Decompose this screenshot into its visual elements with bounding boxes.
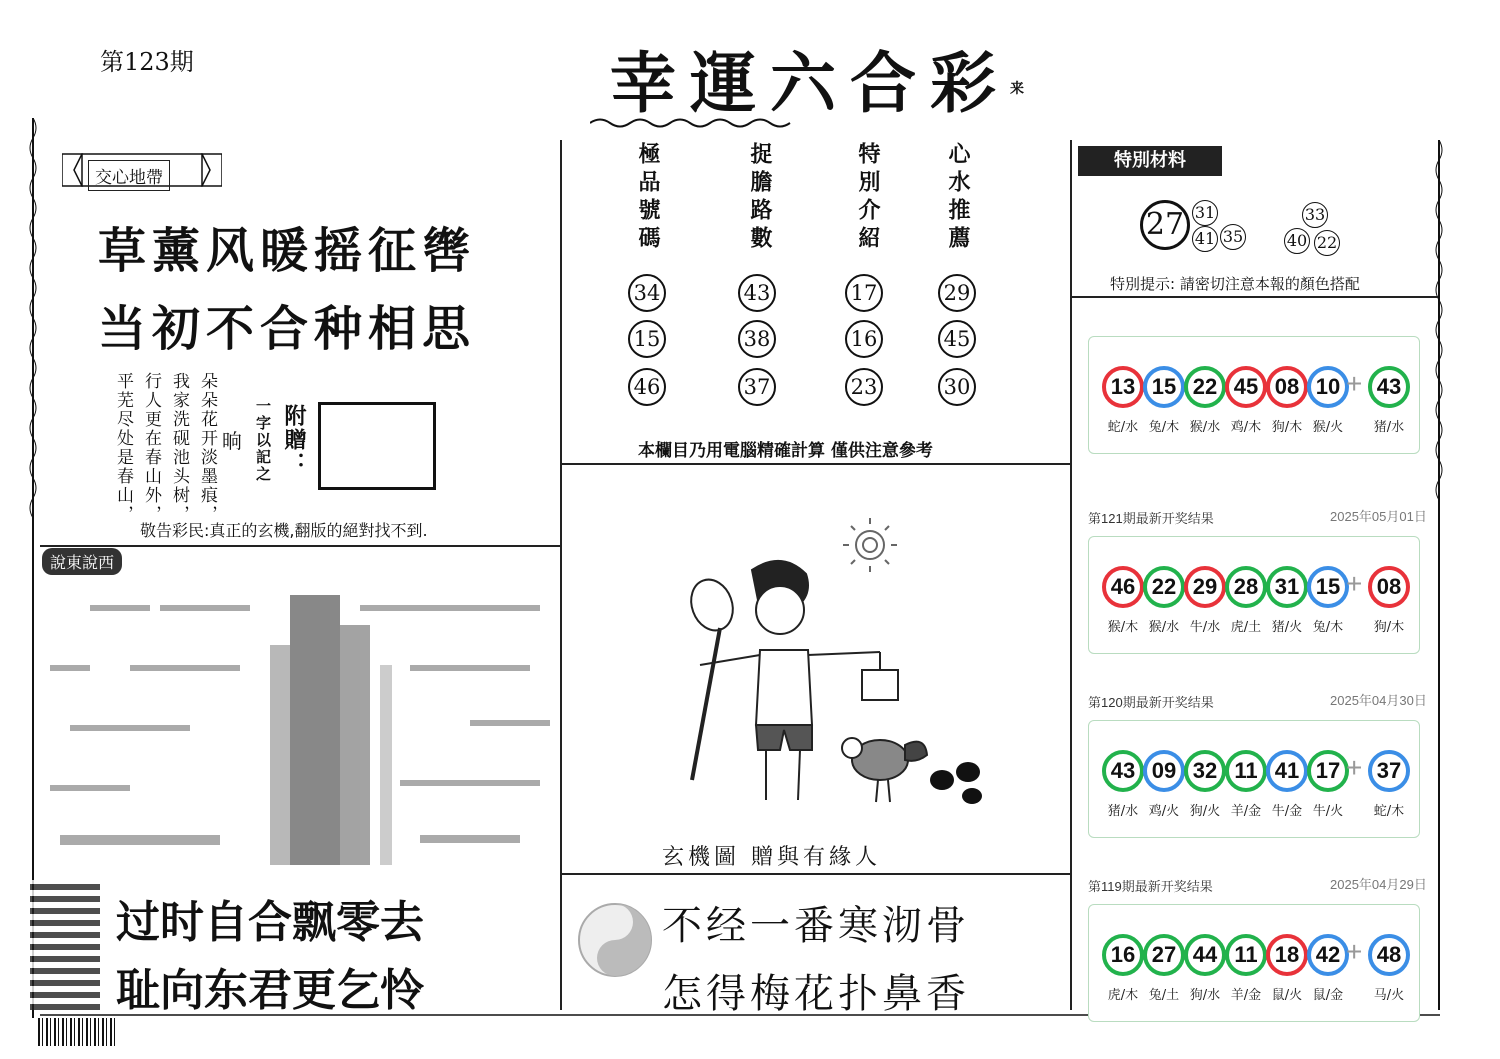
result-ball: 41: [1266, 750, 1308, 792]
result-ball: 31: [1266, 566, 1308, 608]
result-ball: 32: [1184, 750, 1226, 792]
number-circle: 43: [738, 274, 776, 312]
result-ball: 43: [1102, 750, 1144, 792]
result-title: 第120期最新开奖结果: [1088, 695, 1214, 710]
yin-yang-icon: [575, 900, 655, 980]
result-title: 第121期最新开奖结果: [1088, 511, 1214, 526]
divider-mid-h1: [562, 463, 1070, 465]
special-material-badge: 特別材料: [1078, 146, 1222, 176]
number-circle: 17: [845, 274, 883, 312]
small-number-circle: 35: [1220, 224, 1246, 250]
notice-text: 敬告彩民:真正的玄機,翻版的絕對找不到.: [140, 521, 428, 540]
zodiac-label: 猪/火: [1271, 620, 1303, 635]
small-poem-col3: 行人更在春山外，: [141, 372, 161, 524]
result-ball: 18: [1266, 934, 1308, 976]
small-poem-col1: 朵朵花开淡墨痕，: [197, 372, 217, 524]
zodiac-label: 蛇/木: [1373, 804, 1405, 819]
special-ball: 37: [1368, 750, 1410, 792]
zodiac-label: 羊/金: [1230, 988, 1262, 1003]
divider-mid-left: [560, 140, 562, 1010]
zodiac-label: 牛/金: [1271, 804, 1303, 819]
result-ball: 09: [1143, 750, 1185, 792]
results-list: [1080, 300, 1430, 1015]
plus-sign: +: [1346, 568, 1363, 599]
small-poem-col4: 平芜尽处是春山，: [113, 372, 133, 524]
calculation-note: 本欄目乃用電腦精確計算 僅供注意參考: [638, 441, 933, 461]
number-circle: 15: [628, 320, 666, 358]
zodiac-label: 狗/木: [1271, 420, 1303, 435]
divider-left-h: [40, 545, 560, 547]
number-circle: 37: [738, 368, 776, 406]
zodiac-label: 狗/火: [1189, 804, 1221, 819]
result-ball: 22: [1184, 366, 1226, 408]
result-ball: 44: [1184, 934, 1226, 976]
sun-icon: [843, 518, 897, 572]
zodiac-label: 牛/火: [1312, 804, 1344, 819]
zodiac-label: 牛/水: [1189, 620, 1221, 635]
header-col1: 極品號碼: [635, 142, 660, 254]
zodiac-label: 猴/木: [1107, 620, 1139, 635]
zodiac-label: 猴/水: [1148, 620, 1180, 635]
boy-with-net-illustration: [680, 510, 1020, 830]
left-badge-label: 交心地帶: [88, 160, 170, 191]
result-date: 2025年04月30日: [1330, 693, 1427, 708]
small-number-circle: 41: [1192, 226, 1218, 252]
result-date: 2025年04月29日: [1330, 877, 1427, 892]
color-hint: 特別提示: 請密切注意本報的顏色搭配: [1110, 275, 1360, 293]
zodiac-label: 猴/水: [1189, 420, 1221, 435]
barcode: [38, 1018, 118, 1046]
zodiac-label: 狗/木: [1373, 620, 1405, 635]
result-ball: 16: [1102, 934, 1144, 976]
scanned-text-block: [40, 585, 555, 875]
zodiac-label: 猪/水: [1373, 420, 1405, 435]
left-poem-line2: 当初不合种相思: [98, 301, 477, 357]
small-poem-col2: 我家洗砚池头树，: [169, 372, 189, 524]
result-date: 2025年05月01日: [1330, 509, 1427, 524]
plus-sign: +: [1346, 936, 1363, 967]
number-circle: 46: [628, 368, 666, 406]
result-ball: 29: [1184, 566, 1226, 608]
gift-label: 附贈：: [281, 404, 306, 476]
zodiac-label: 兔/木: [1312, 620, 1344, 635]
plus-sign: +: [1346, 368, 1363, 399]
title-vine-ornament: [590, 116, 800, 130]
figure-caption: 玄機圖 贈與有緣人: [662, 845, 881, 870]
special-ball: 48: [1368, 934, 1410, 976]
number-circle: 34: [628, 274, 666, 312]
small-number-circle: 31: [1192, 200, 1218, 226]
result-ball: 11: [1225, 750, 1267, 792]
special-ball: 43: [1368, 366, 1410, 408]
result-title: 第119期最新开奖结果: [1088, 879, 1213, 894]
result-ball: 13: [1102, 366, 1144, 408]
zodiac-label: 鸡/火: [1148, 804, 1180, 819]
title-text: 幸運六合彩: [610, 45, 1010, 122]
zodiac-label: 狗/水: [1189, 988, 1221, 1003]
number-circle: 30: [938, 368, 976, 406]
number-circle: 29: [938, 274, 976, 312]
zodiac-label: 鸡/木: [1230, 420, 1262, 435]
hint-column: 一字以記之: [254, 398, 272, 483]
issue-label: 第123期: [100, 48, 194, 76]
plus-sign: +: [1346, 752, 1363, 783]
zodiac-label: 虎/木: [1107, 988, 1139, 1003]
result-ball: 45: [1225, 366, 1267, 408]
zodiac-label: 兔/土: [1148, 988, 1180, 1003]
number-circle: 16: [845, 320, 883, 358]
zodiac-label: 猪/水: [1107, 804, 1139, 819]
left-poem-line1: 草薰风暖摇征辔: [98, 223, 477, 279]
zodiac-label: 虎/土: [1230, 620, 1262, 635]
page-title: [610, 30, 1024, 125]
middle-poem-line1: 不经一番寒沏骨: [662, 903, 970, 949]
result-ball: 46: [1102, 566, 1144, 608]
zodiac-label: 蛇/水: [1107, 420, 1139, 435]
header-col4: 心水推薦: [945, 142, 970, 254]
zodiac-label: 兔/木: [1148, 420, 1180, 435]
stones: [930, 762, 982, 804]
middle-poem-line2: 怎得梅花扑鼻香: [662, 971, 970, 1017]
result-ball: 22: [1143, 566, 1185, 608]
special-ball: 08: [1368, 566, 1410, 608]
number-circle: 45: [938, 320, 976, 358]
right-vine-border: [1432, 140, 1446, 1010]
zodiac-label: 猴/火: [1312, 420, 1344, 435]
small-number-circle: 40: [1284, 228, 1310, 254]
zodiac-label: 马/火: [1373, 988, 1405, 1003]
header-col2: 捉膽路數: [747, 142, 772, 254]
scan-noise: [30, 880, 100, 1010]
result-ball: 15: [1307, 566, 1349, 608]
left-bottom-badge: 說東說西: [42, 548, 122, 575]
result-ball: 42: [1307, 934, 1349, 976]
title-suffix: 来: [1010, 80, 1024, 97]
result-ball: 17: [1307, 750, 1349, 792]
small-number-circle: 22: [1314, 230, 1340, 256]
left-bottom-poem-line2: 耻向东君更乞怜: [116, 965, 424, 1016]
result-ball: 08: [1266, 366, 1308, 408]
number-circle: 38: [738, 320, 776, 358]
result-ball: 27: [1143, 934, 1185, 976]
zodiac-label: 羊/金: [1230, 804, 1262, 819]
header-col3: 特別介紹: [855, 142, 880, 254]
small-number-circle: 33: [1302, 202, 1328, 228]
extra-char: 晌: [222, 429, 242, 453]
divider-mid-right: [1070, 140, 1072, 1010]
rooster-icon: [842, 738, 927, 802]
divider-right-h: [1072, 296, 1438, 298]
result-ball: 10: [1307, 366, 1349, 408]
result-ball: 11: [1225, 934, 1267, 976]
result-ball: 15: [1143, 366, 1185, 408]
big-number-circle: 27: [1140, 200, 1190, 250]
zodiac-label: 鼠/火: [1271, 988, 1303, 1003]
divider-mid-h2: [562, 873, 1070, 875]
left-bottom-poem-line1: 过时自合飘零去: [116, 897, 424, 948]
zodiac-label: 鼠/金: [1312, 988, 1344, 1003]
result-ball: 28: [1225, 566, 1267, 608]
gift-answer-box: [318, 402, 436, 490]
number-circle: 23: [845, 368, 883, 406]
